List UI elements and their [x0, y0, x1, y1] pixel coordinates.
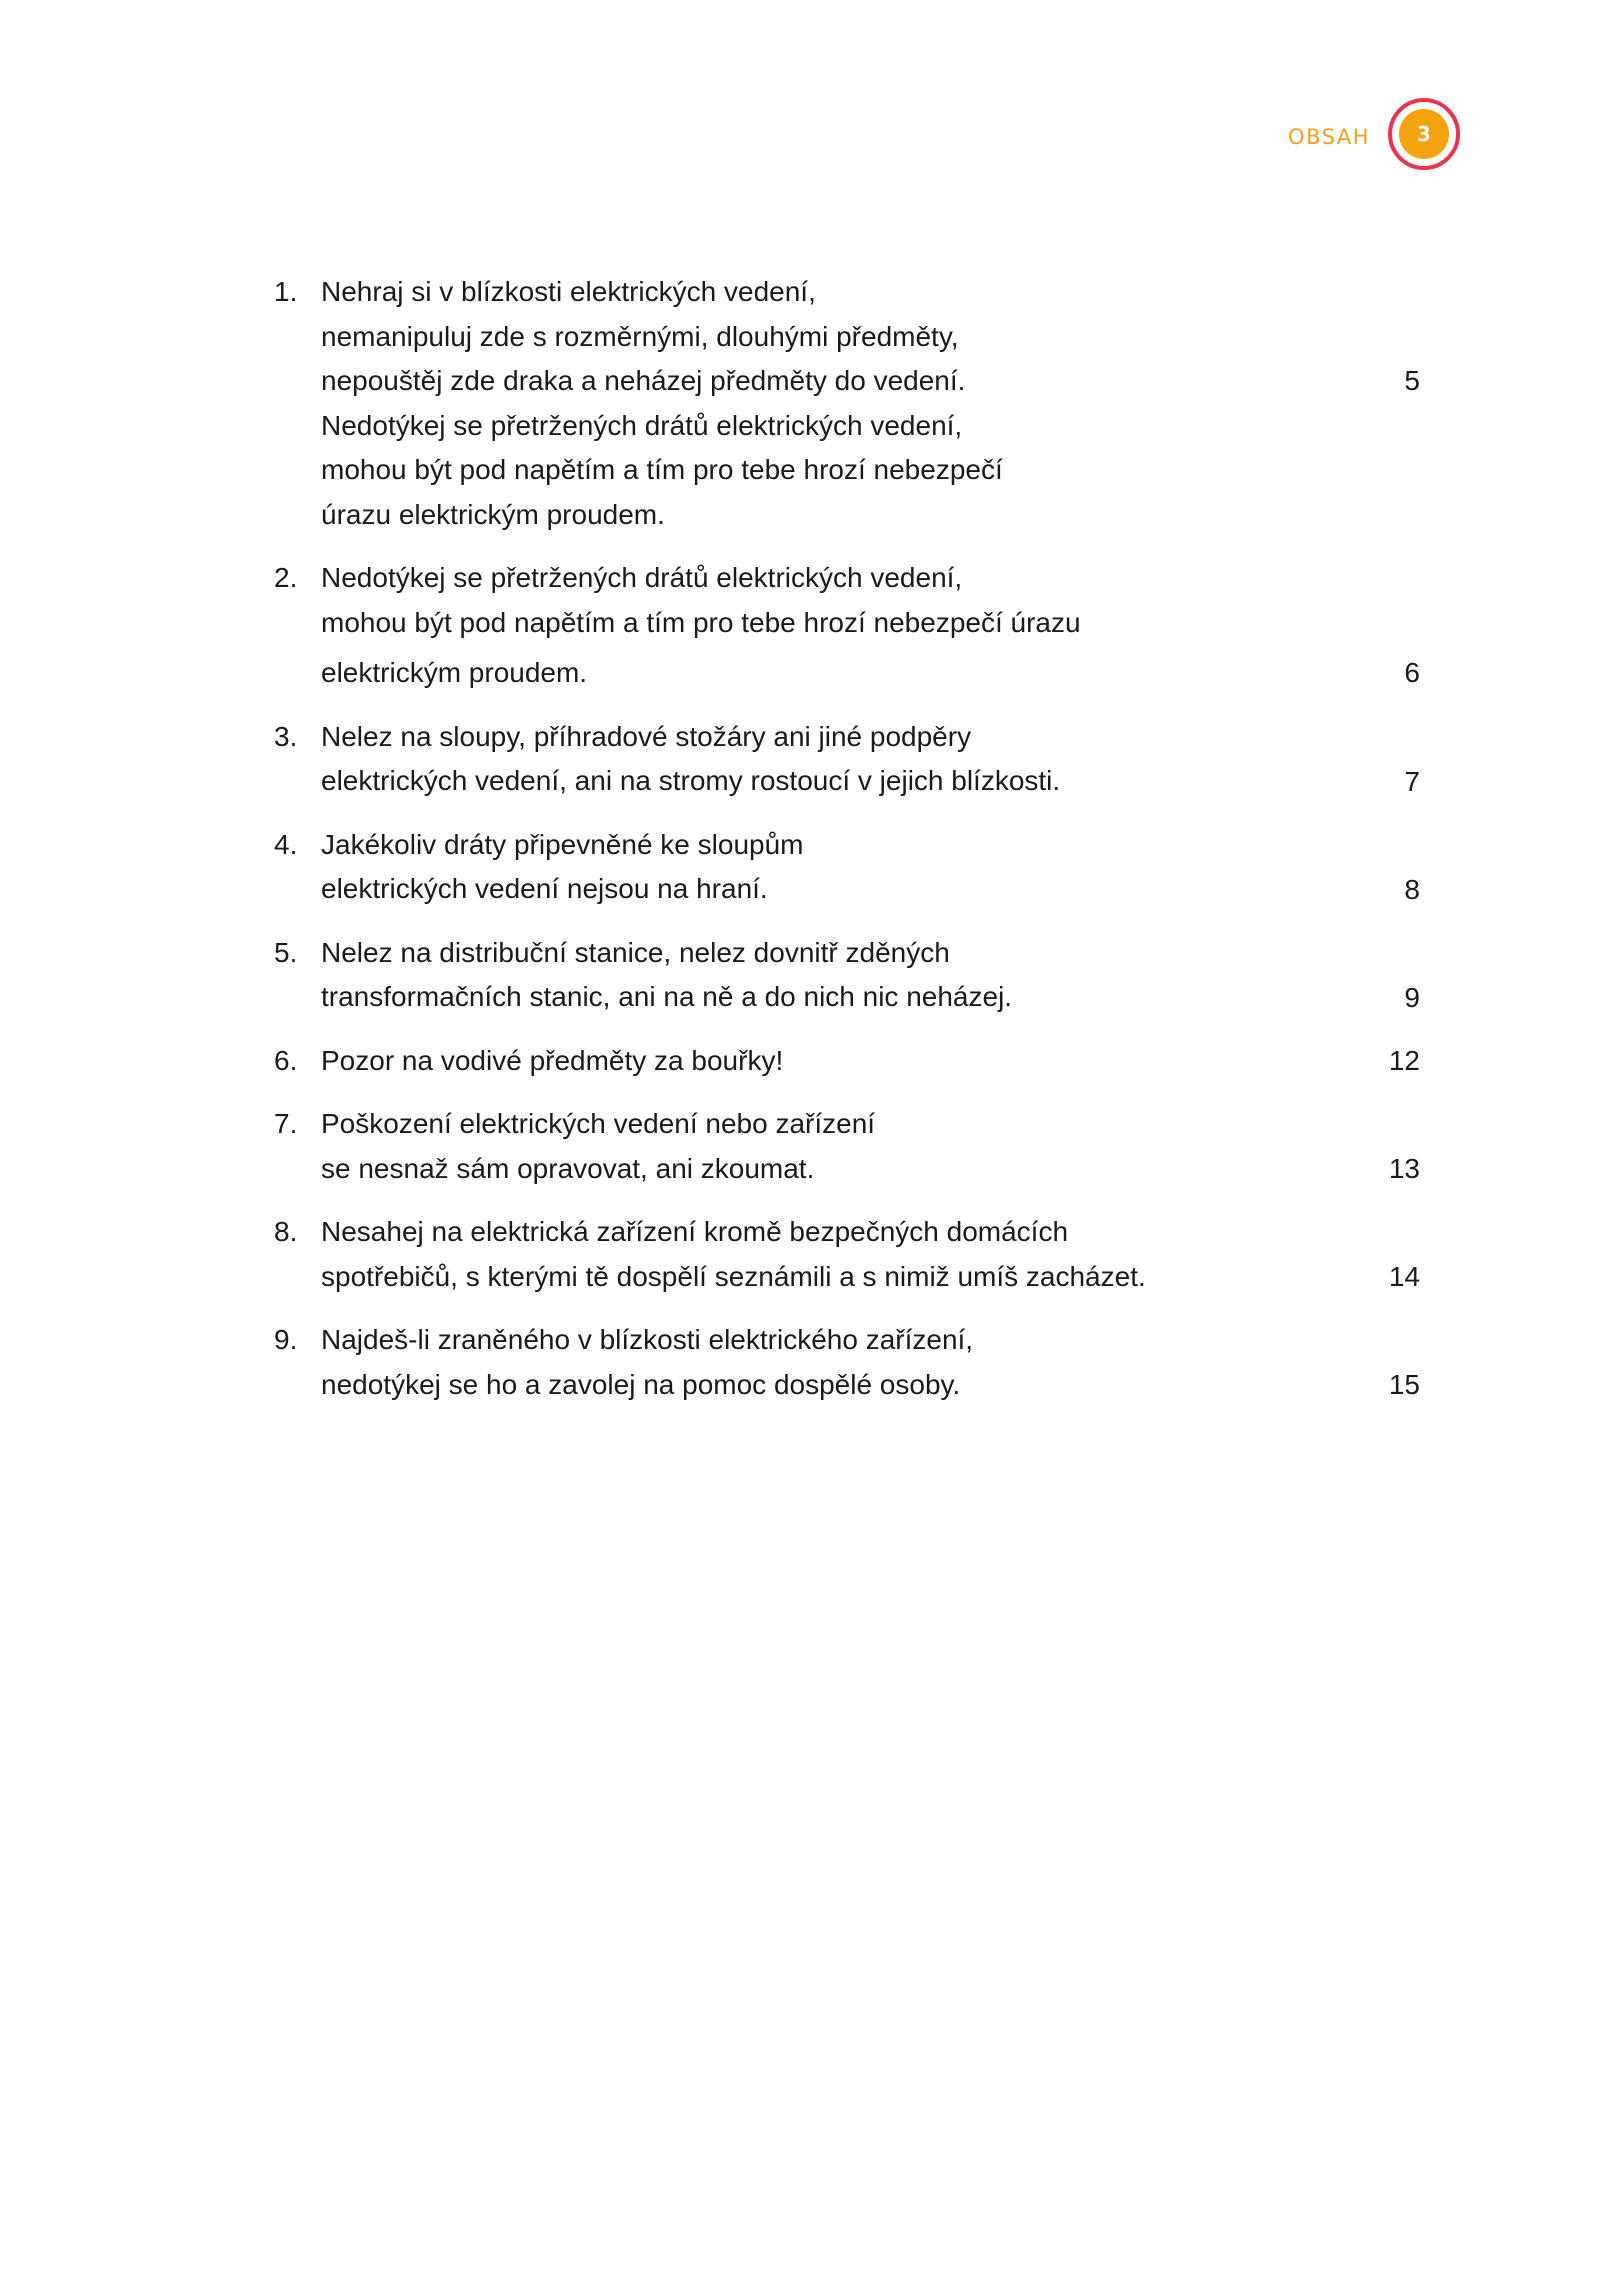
page-number-badge	[1388, 98, 1460, 170]
toc-page-number: 6	[1404, 657, 1420, 688]
table-of-contents	[268, 270, 1420, 1426]
toc-entry-text: Nelez na distribuční stanice, nelez dovnitř zděných	[321, 936, 950, 968]
toc-entry-text: Nehraj si v blízkosti elektrických vedení,	[321, 276, 816, 307]
toc-page-number: 14	[1388, 1261, 1420, 1292]
toc-entry[interactable]	[268, 715, 1420, 804]
toc-entry-text: Nedotýkej se přetržených drátů elektrických vedení,	[321, 562, 963, 593]
toc-entry-number: 2.	[274, 562, 298, 593]
toc-entry[interactable]	[268, 556, 1420, 696]
toc-page-number: 7	[1404, 765, 1420, 797]
toc-entry-text: mohou být pod napětím a tím pro tebe hrozí nebezpečí úrazu	[321, 606, 1081, 638]
toc-entry[interactable]	[268, 1102, 1420, 1191]
section-title: OBSAH	[1288, 125, 1370, 149]
toc-entry[interactable]	[268, 1210, 1420, 1299]
toc-entry-number: 5.	[274, 936, 298, 968]
toc-entry-text: Pozor na vodivé předměty za bouřky!	[321, 1044, 784, 1076]
toc-page-number: 12	[1388, 1044, 1420, 1076]
toc-entry-text: mohou být pod napětím a tím pro tebe hrozí nebezpečí	[321, 454, 1003, 485]
toc-page-number: 8	[1404, 873, 1420, 905]
toc-page-number: 5	[1404, 365, 1420, 396]
toc-entry-text: úrazu elektrickým proudem.	[321, 498, 665, 530]
toc-entry-number: 8.	[274, 1216, 298, 1247]
toc-entry[interactable]	[268, 823, 1420, 912]
toc-entry-text: Najdeš-li zraněného v blízkosti elektrického zařízení,	[321, 1324, 974, 1355]
toc-entry-number: 7.	[274, 1108, 298, 1139]
toc-entry-text: Poškození elektrických vedení nebo zařízení	[321, 1108, 876, 1139]
toc-entry-text: transformačních stanic, ani na ně a do nich nic neházej.	[321, 981, 1013, 1012]
toc-entry-text: nepouštěj zde draka a neházej předměty do vedení.	[321, 365, 966, 396]
toc-page-number: 15	[1388, 1369, 1420, 1400]
page-header	[1200, 98, 1460, 178]
toc-page-number: 13	[1388, 1153, 1420, 1184]
toc-entry-text: Nedotýkej se přetržených drátů elektrických vedení,	[321, 409, 963, 441]
toc-page-number: 9	[1404, 981, 1420, 1013]
toc-entry-text: Nesahej na elektrická zařízení kromě bezpečných domácích	[321, 1216, 1069, 1247]
toc-entry[interactable]	[268, 1039, 1420, 1084]
toc-entry[interactable]	[268, 270, 1420, 537]
toc-entry-number: 6.	[274, 1044, 298, 1076]
toc-entry-text: spotřebičů, s kterými tě dospělí seznámili a s nimiž umíš zacházet.	[321, 1260, 1146, 1292]
toc-entry-number: 9.	[274, 1324, 298, 1355]
toc-entry-number: 1.	[274, 276, 298, 307]
toc-entry-text: Nelez na sloupy, příhradové stožáry ani jiné podpěry	[321, 720, 972, 752]
page-number: 3	[1399, 109, 1449, 159]
toc-entry-text: nemanipuluj zde s rozměrnými, dlouhými předměty,	[321, 320, 959, 352]
toc-entry-text: nedotýkej se ho a zavolej na pomoc dospělé osoby.	[321, 1368, 961, 1400]
toc-entry-text: se nesnaž sám opravovat, ani zkoumat.	[321, 1152, 815, 1184]
toc-entry-text: elektrickým proudem.	[321, 657, 588, 688]
toc-entry-text: Jakékoliv dráty připevněné ke sloupům	[321, 828, 804, 860]
toc-entry-text: elektrických vedení, ani na stromy rostoucí v jejich blízkosti.	[321, 765, 1061, 796]
toc-entry-number: 3.	[274, 720, 298, 752]
toc-entry[interactable]	[268, 1318, 1420, 1407]
toc-entry-text: elektrických vedení nejsou na hraní.	[321, 873, 768, 904]
toc-entry[interactable]	[268, 931, 1420, 1020]
toc-entry-number: 4.	[274, 828, 298, 860]
